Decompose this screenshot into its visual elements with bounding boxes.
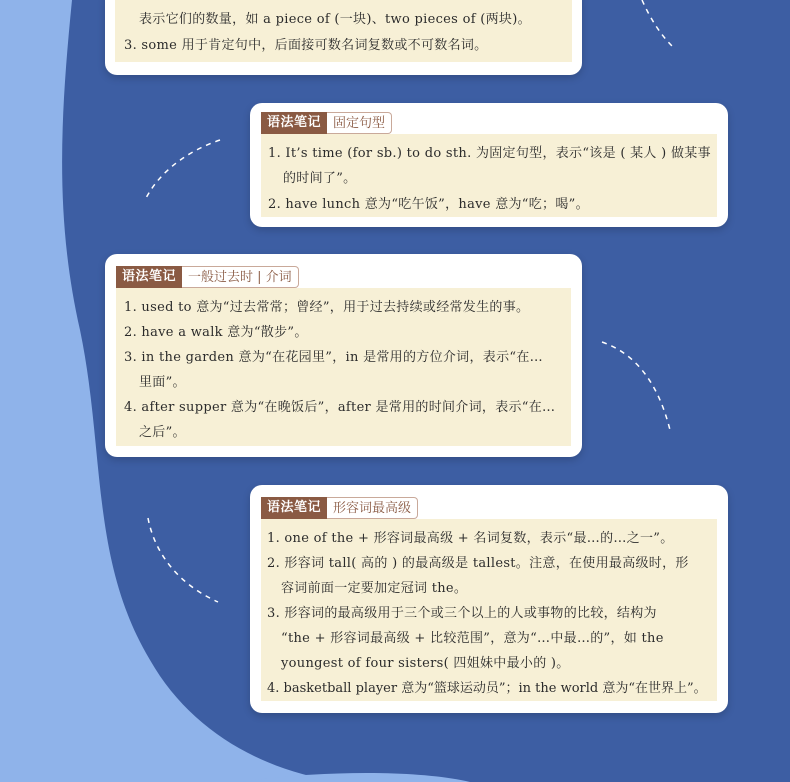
note-card-4 — [250, 485, 728, 713]
note-line: 3. some 用于肯定句中，后面接可数名词复数或不可数名词。 — [124, 38, 488, 53]
grammar-topic-label: 固定句型 — [327, 112, 392, 134]
grammar-topic-label: 一般过去时 | 介词 — [182, 266, 299, 288]
note-line: 1. It’s time (for sb.) to do sth. 为固定句型，表示“该是 ( 某人 ) 做某事 — [268, 146, 711, 161]
note-line: 1. used to 意为“过去常常；曾经”，用于过去持续或经常发生的事。 — [124, 300, 530, 315]
grammar-note-label: 语法笔记 — [261, 497, 327, 519]
note-card-3-tag — [116, 266, 299, 288]
note-card-2 — [250, 103, 728, 227]
note-line: 3. 形容词的最高级用于三个或三个以上的人或事物的比较，结构为 — [267, 606, 657, 621]
note-line: 1. one of the + 形容词最高级 + 名词复数，表示“最…的…之一”。 — [267, 531, 674, 546]
note-card-2-tag — [261, 112, 392, 134]
note-line: “the + 形容词最高级 + 比较范围”，意为“…中最…的”，如 the — [281, 631, 664, 646]
grammar-topic-label: 形容词最高级 — [327, 497, 418, 519]
note-line: 2. 形容词 tall( 高的 ) 的最高级是 tallest。注意，在使用最高级时，形 — [267, 556, 689, 571]
note-line: 里面”。 — [139, 375, 186, 390]
note-line: youngest of four sisters( 四姐妹中最小的 )。 — [281, 656, 570, 671]
note-line: 4. after supper 意为“在晚饭后”，after 是常用的时间介词，表示“在… — [124, 400, 556, 415]
dashed-curve-top-right — [642, 0, 672, 46]
note-line: 表示它们的数量，如 a piece of (一块)、two pieces of (两块)。 — [139, 12, 531, 27]
dashed-curve-left-1 — [145, 140, 220, 200]
note-line: 4. basketball player 意为“篮球运动员”；in the world 意为“在世界上”。 — [267, 681, 707, 696]
note-card-1 — [105, 0, 582, 75]
note-card-4-tag — [261, 497, 418, 519]
grammar-note-label: 语法笔记 — [116, 266, 182, 288]
note-line: 容词前面一定要加定冠词 the。 — [281, 581, 468, 596]
note-line: 2. have lunch 意为“吃午饭”，have 意为“吃；喝”。 — [268, 197, 589, 212]
note-card-3 — [105, 254, 582, 457]
note-line: 之后”。 — [139, 425, 186, 440]
note-line: 2. have a walk 意为“散步”。 — [124, 325, 308, 340]
note-line: 3. in the garden 意为“在花园里”，in 是常用的方位介词，表示“在… — [124, 350, 543, 365]
dashed-curve-left-2 — [148, 518, 218, 602]
dashed-curve-right — [602, 342, 670, 430]
note-line: 的时间了”。 — [283, 171, 357, 186]
grammar-note-label: 语法笔记 — [261, 112, 327, 134]
